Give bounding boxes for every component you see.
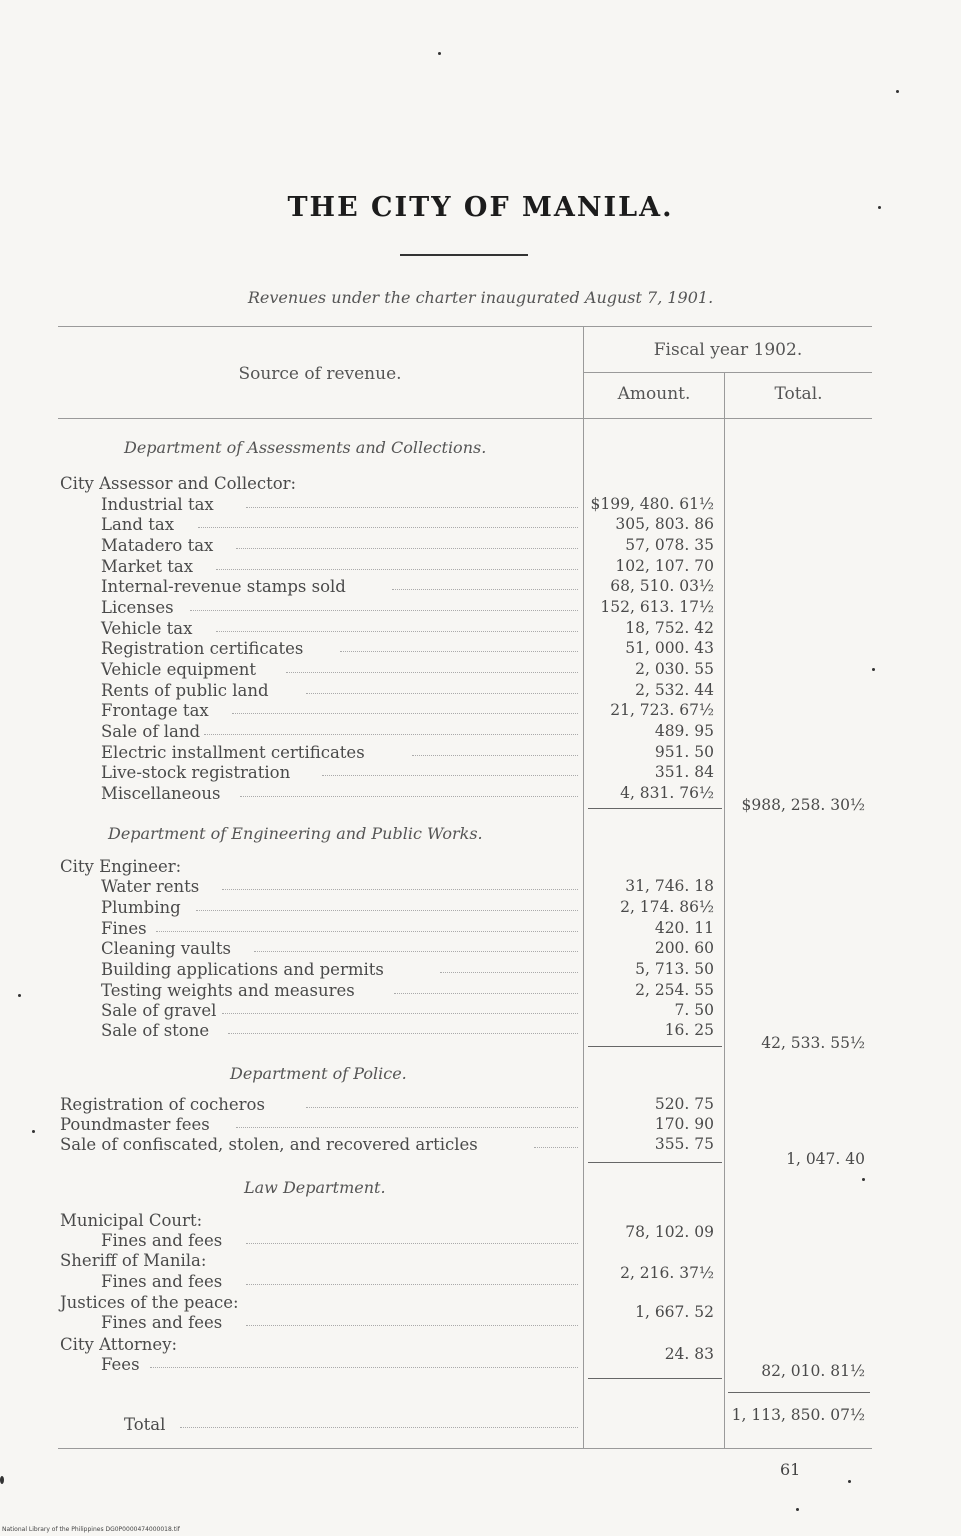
table-row — [0, 1000, 961, 1021]
table-bottom-rule — [58, 1448, 872, 1449]
leader-dots — [286, 672, 578, 673]
scan-speck — [796, 1508, 799, 1511]
row-amount: 355. 75 — [654, 1135, 714, 1153]
row-amount: 24. 83 — [664, 1345, 714, 1363]
subtotal-rule — [588, 808, 722, 809]
scan-speck — [18, 994, 21, 997]
leader-dots — [340, 651, 578, 652]
section-heading: Department of Police. — [230, 1064, 407, 1083]
row-amount: 420. 11 — [654, 919, 714, 937]
leader-dots — [216, 631, 578, 632]
section-heading: Law Department. — [244, 1178, 386, 1197]
row-amount: 170. 90 — [654, 1115, 714, 1133]
leader-dots — [222, 1013, 578, 1014]
leader-dots — [216, 569, 578, 570]
row-label: Poundmaster fees — [60, 1115, 210, 1134]
row-label: Water rents — [101, 877, 200, 896]
source-column-header: Source of revenue. — [238, 364, 402, 384]
row-amount-wrap — [0, 1302, 961, 1323]
row-amount: 351. 84 — [654, 763, 714, 781]
row-label: Fines and fees — [101, 1272, 223, 1291]
table-row — [0, 514, 961, 535]
page-title: THE CITY OF MANILA. — [287, 192, 674, 223]
leader-dots — [246, 1325, 578, 1326]
table-row — [0, 1094, 961, 1115]
table-row — [0, 1114, 961, 1135]
row-amount: $199, 480. 61½ — [590, 495, 714, 513]
section-total: 1, 047. 40 — [786, 1150, 865, 1168]
group-label-text: Municipal Court: — [60, 1211, 203, 1230]
row-amount: 78, 102. 09 — [625, 1223, 714, 1241]
row-amount-wrap — [0, 1263, 961, 1284]
leader-dots — [204, 734, 578, 735]
group-label-text: Justices of the peace: — [60, 1293, 239, 1312]
row-amount: 31, 746. 18 — [625, 877, 714, 895]
scan-speck — [0, 1476, 4, 1484]
row-amount: 5, 713. 50 — [635, 960, 714, 978]
table-row — [0, 638, 961, 659]
row-label: Registration of cocheros — [60, 1095, 265, 1114]
subtotal-rule — [588, 1162, 722, 1163]
section-total: 82, 010. 81½ — [761, 1362, 865, 1380]
row-label: Market tax — [101, 557, 194, 576]
grand-total-value: 1, 113, 850. 07½ — [731, 1406, 865, 1424]
section-heading: Department of Assessments and Collections. — [124, 438, 487, 457]
leader-dots — [534, 1147, 578, 1148]
row-amount: 21, 723. 67½ — [610, 701, 714, 719]
scan-speck — [896, 90, 899, 93]
group-label-text: City Attorney: — [60, 1335, 178, 1354]
scan-speck — [862, 1178, 865, 1181]
leader-dots — [180, 1427, 578, 1428]
fiscal-header-rule — [584, 372, 872, 373]
row-label: Matadero tax — [101, 536, 214, 555]
row-label: Sale of gravel — [101, 1001, 217, 1020]
table-row — [0, 597, 961, 618]
row-amount-wrap — [0, 1222, 961, 1243]
group-label-text: City Engineer: — [60, 857, 182, 876]
leader-dots — [222, 889, 578, 890]
table-row — [0, 535, 961, 556]
scan-speck — [32, 1130, 35, 1133]
table-row — [0, 938, 961, 959]
row-label: Sale of stone — [101, 1021, 210, 1040]
row-label: Registration certificates — [101, 639, 304, 658]
row-amount: 305, 803. 86 — [615, 515, 714, 533]
row-label: Frontage tax — [101, 701, 209, 720]
table-row — [0, 980, 961, 1001]
table-row — [0, 876, 961, 897]
row-label: Vehicle tax — [101, 619, 193, 638]
leader-dots — [306, 1107, 578, 1108]
scan-speck — [848, 1480, 851, 1483]
table-row — [0, 576, 961, 597]
subtotal-rule — [588, 1378, 722, 1379]
row-label: Sale of land — [101, 722, 201, 741]
leader-dots — [236, 1127, 578, 1128]
table-row — [0, 494, 961, 515]
title-divider — [400, 254, 528, 256]
leader-dots — [240, 796, 578, 797]
leader-dots — [322, 775, 578, 776]
row-amount: 2, 174. 86½ — [620, 898, 714, 916]
group-label-text: City Assessor and Collector: — [60, 474, 297, 493]
row-label: Industrial tax — [101, 495, 214, 514]
group-label — [0, 473, 961, 494]
row-amount: 2, 216. 37½ — [620, 1264, 714, 1282]
scan-speck — [878, 206, 881, 209]
row-label: Miscellaneous — [101, 784, 221, 803]
table-row — [0, 742, 961, 763]
amount-column-header: Amount. — [617, 384, 691, 404]
total-column-header: Total. — [774, 384, 823, 404]
row-amount: 2, 532. 44 — [635, 681, 714, 699]
row-label: Sale of confiscated, stolen, and recovered articles — [60, 1135, 478, 1154]
row-amount: 102, 107. 70 — [615, 557, 714, 575]
leader-dots — [232, 713, 578, 714]
row-amount: 51, 000. 43 — [625, 639, 714, 657]
group-label-text: Sheriff of Manila: — [60, 1251, 207, 1270]
row-amount: 2, 254. 55 — [635, 981, 714, 999]
section-heading: Department of Engineering and Public Works. — [108, 824, 483, 843]
fiscal-year-header: Fiscal year 1902. — [653, 340, 803, 360]
row-label: Cleaning vaults — [101, 939, 232, 958]
table-row — [0, 959, 961, 980]
row-amount: 2, 030. 55 — [635, 660, 714, 678]
row-amount: 16. 25 — [664, 1021, 714, 1039]
group-label — [0, 856, 961, 877]
row-label: Fees — [101, 1355, 140, 1374]
row-label: Electric installment certificates — [101, 743, 365, 762]
row-label: Fines and fees — [101, 1231, 223, 1250]
grand-total-label: Total — [124, 1415, 166, 1434]
row-amount: 489. 95 — [654, 722, 714, 740]
header-bottom-rule — [58, 418, 872, 419]
leader-dots — [412, 755, 578, 756]
archive-footer: National Library of the Philippines DG0P0000474000018.tif — [2, 1526, 180, 1533]
row-label: Building applications and permits — [101, 960, 384, 979]
row-label: Vehicle equipment — [101, 660, 257, 679]
leader-dots — [196, 910, 578, 911]
table-row — [0, 721, 961, 742]
leader-dots — [156, 931, 578, 932]
row-label: Fines and fees — [101, 1313, 223, 1332]
table-top-rule — [58, 326, 872, 327]
leader-dots — [246, 1243, 578, 1244]
row-amount: 200. 60 — [654, 939, 714, 957]
table-row — [0, 680, 961, 701]
table-caption: Revenues under the charter inaugurated August 7, 1901. — [247, 288, 714, 307]
page-number: 61 — [780, 1460, 801, 1479]
leader-dots — [394, 993, 578, 994]
row-amount: 951. 50 — [654, 743, 714, 761]
leader-dots — [246, 507, 578, 508]
row-label: Testing weights and measures — [101, 981, 355, 1000]
row-amount: 520. 75 — [654, 1095, 714, 1113]
leader-dots — [306, 693, 578, 694]
row-label: Land tax — [101, 515, 175, 534]
leader-dots — [246, 1284, 578, 1285]
row-amount: 152, 613. 17½ — [600, 598, 714, 616]
row-amount: 68, 510. 03½ — [610, 577, 714, 595]
leader-dots — [392, 589, 578, 590]
row-amount: 4, 831. 76½ — [620, 784, 714, 802]
leader-dots — [198, 527, 578, 528]
subtotal-rule — [588, 1046, 722, 1047]
table-row — [0, 918, 961, 939]
row-amount: 1, 667. 52 — [635, 1303, 714, 1321]
row-amount: 18, 752. 42 — [625, 619, 714, 637]
leader-dots — [254, 951, 578, 952]
row-amount: 7. 50 — [674, 1001, 714, 1019]
leader-dots — [150, 1367, 578, 1368]
leader-dots — [190, 610, 578, 611]
row-label: Licenses — [101, 598, 174, 617]
leader-dots — [440, 972, 578, 973]
grand-total-rule — [728, 1392, 870, 1393]
leader-dots — [236, 548, 578, 549]
table-row — [0, 897, 961, 918]
row-label: Plumbing — [101, 898, 181, 917]
table-row — [0, 556, 961, 577]
row-label: Fines — [101, 919, 147, 938]
section-total: $988, 258. 30½ — [741, 796, 865, 814]
row-label: Internal-revenue stamps sold — [101, 577, 346, 596]
scan-speck — [872, 668, 875, 671]
section-total: 42, 533. 55½ — [761, 1034, 865, 1052]
table-row — [0, 700, 961, 721]
table-row — [0, 762, 961, 783]
scan-speck — [438, 52, 441, 55]
row-label: Rents of public land — [101, 681, 269, 700]
table-row — [0, 659, 961, 680]
leader-dots — [228, 1033, 578, 1034]
row-label: Live-stock registration — [101, 763, 291, 782]
table-row — [0, 618, 961, 639]
row-amount: 57, 078. 35 — [625, 536, 714, 554]
